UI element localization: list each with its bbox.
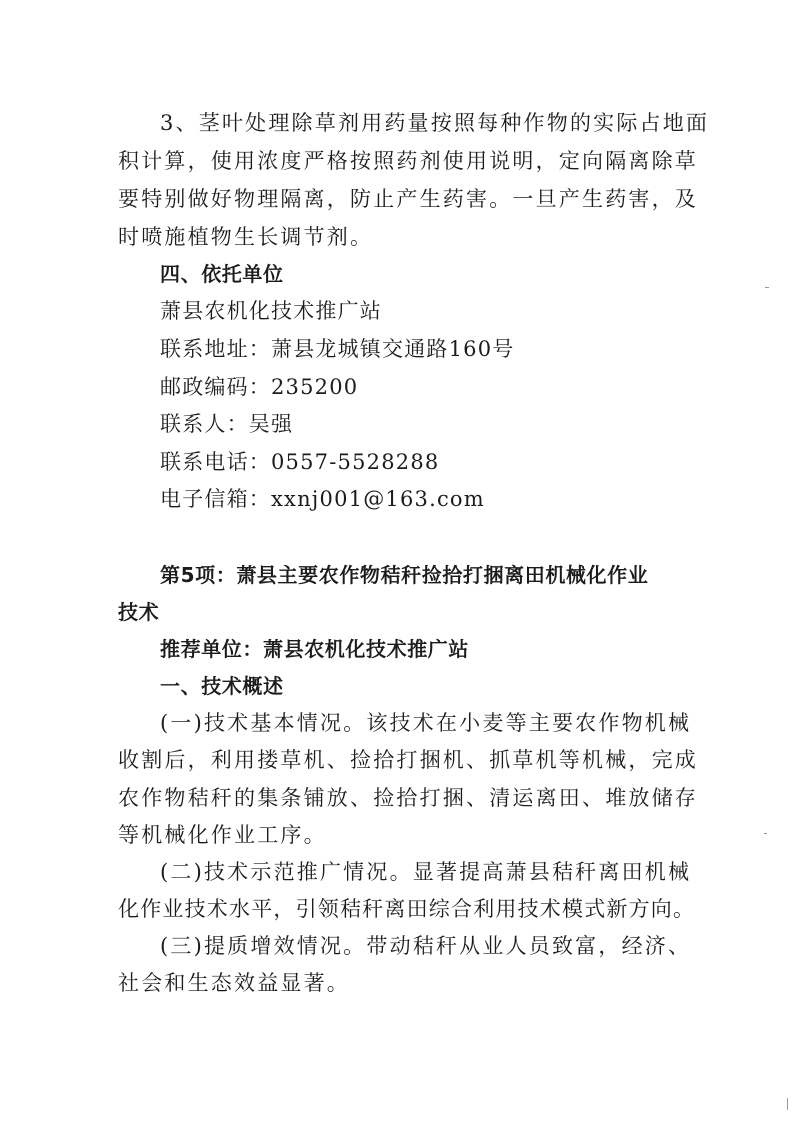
recommender: 推荐单位：萧县农机化技术推广站 — [160, 637, 469, 661]
paragraph-line: 3、茎叶处理除草剂用药量按照每种作物的实际占地面 — [160, 111, 710, 135]
paragraph-line: (三)提质增效情况。带动秸秆从业人员致富，经济、 — [160, 934, 692, 958]
item-title: 第5项：萧县主要农作物秸秆捡拾打捆离田机械化作业 — [160, 563, 649, 587]
paragraph-line: 积计算，使用浓度严格按照药剂使用说明，定向隔离除草 — [118, 149, 698, 173]
paragraph-line: 等机械化作业工序。 — [118, 823, 327, 847]
section-heading: 四、依托单位 — [160, 262, 284, 286]
paragraph-line: 要特别做好物理隔离，防止产生药害。一旦产生药害，及 — [118, 187, 698, 211]
scan-mark — [764, 833, 767, 834]
item-title-cont: 技术 — [118, 600, 160, 624]
scan-mark — [787, 1098, 788, 1110]
contact-address: 联系地址：萧县龙城镇交通路160号 — [160, 337, 515, 361]
contact-person: 联系人：吴强 — [160, 412, 294, 436]
paragraph-line: 社会和生态效益显著。 — [118, 971, 350, 995]
postal-code: 邮政编码：235200 — [160, 375, 359, 399]
paragraph-line: 化作业技术水平，引领秸秆离田综合利用技术模式新方向。 — [118, 897, 696, 921]
contact-email: 电子信箱：xxnj001@163.com — [160, 487, 485, 511]
overview-heading: 一、技术概述 — [160, 674, 284, 698]
paragraph-line: 农作物秸秆的集条铺放、捡拾打捆、清运离田、堆放储存 — [118, 786, 698, 810]
paragraph-line: (二)技术示范推广情况。显著提高萧县秸秆离田机械 — [160, 860, 692, 884]
scan-mark — [765, 287, 769, 288]
contact-phone: 联系电话：0557-5528288 — [160, 450, 440, 474]
paragraph-line: 收割后，利用搂草机、捡拾打捆机、抓草机等机械，完成 — [118, 748, 698, 772]
paragraph-line: 时喷施植物生长调节剂。 — [118, 225, 374, 249]
paragraph-line: (一)技术基本情况。该技术在小麦等主要农作物机械 — [160, 711, 692, 735]
org-name: 萧县农机化技术推广站 — [160, 299, 382, 323]
